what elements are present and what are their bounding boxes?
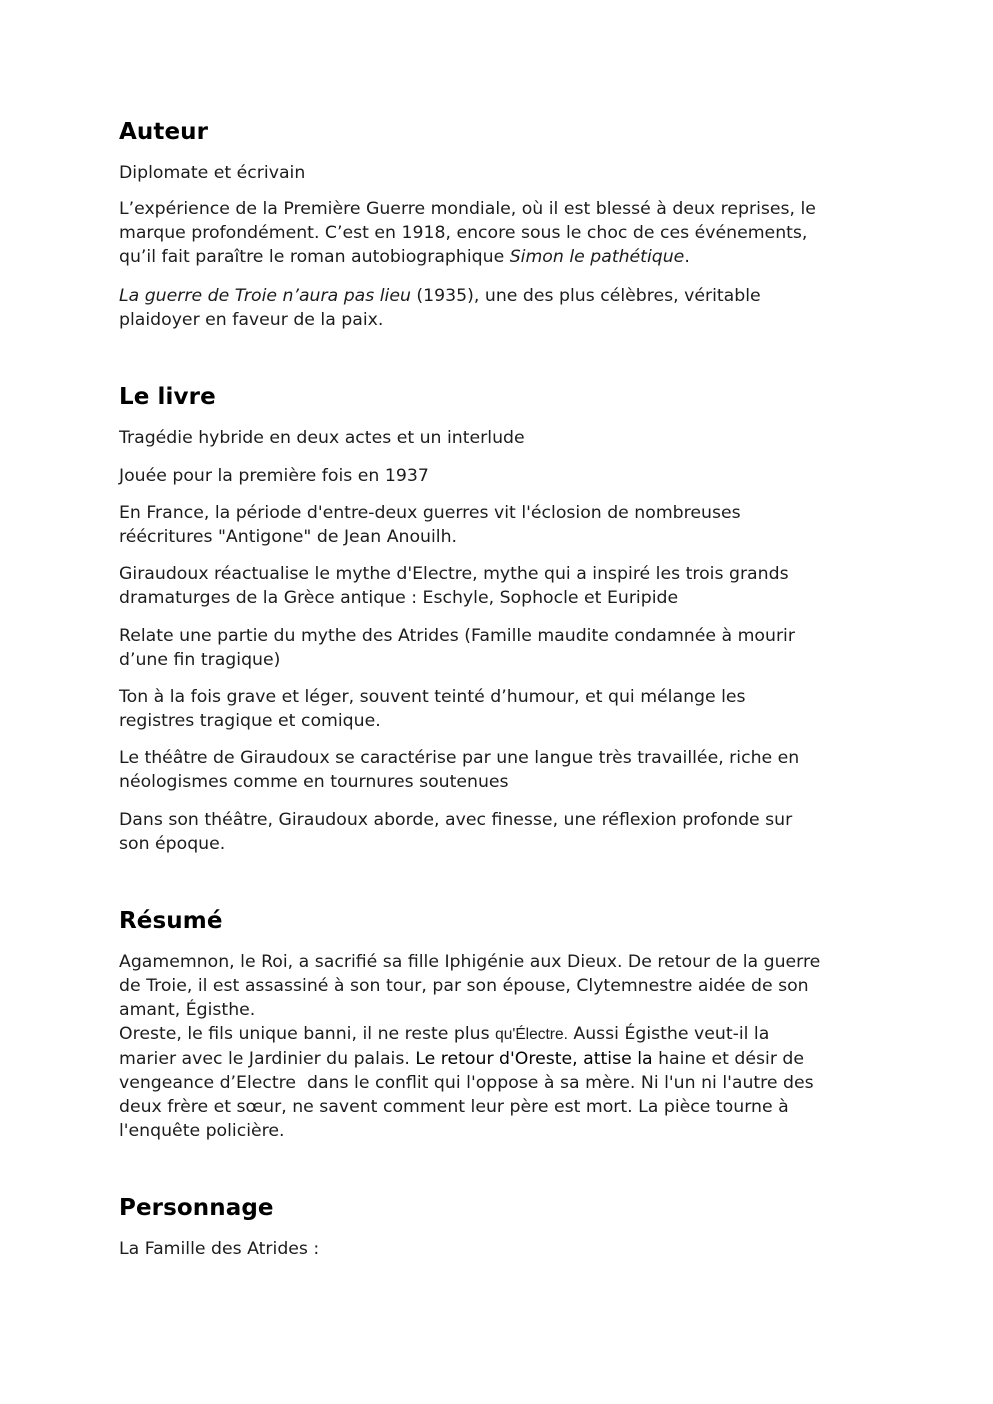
text-span: Oreste, le fils unique banni, il ne reste plus	[119, 1024, 496, 1044]
text-line: registres tragique et comique.	[119, 711, 381, 731]
livre-paragraph-7	[119, 746, 799, 794]
personnage-paragraph-1: La Famille des Atrides :	[119, 1239, 320, 1259]
auteur-paragraph-2	[119, 197, 816, 269]
text-span: (1935), une des plus célèbres, véritable	[410, 286, 761, 306]
heading-le-livre: Le livre	[119, 384, 216, 410]
text-span: qu’il fait paraître le roman autobiographique	[119, 247, 510, 267]
text-line: amant, Égisthe.	[119, 1000, 256, 1020]
text-line: deux frère et sœur, ne savent comment leur père est mort. La pièce tourne à	[119, 1097, 789, 1117]
text-line: vengeance d’Electre dans le conflit qui l'oppose à sa mère. Ni l'un ni l'autre des	[119, 1073, 814, 1093]
text-span: .	[684, 247, 690, 267]
text-line: l'enquête policière.	[119, 1121, 285, 1141]
text-line: marque profondément. C’est en 1918, encore sous le choc de ces événements,	[119, 223, 808, 243]
livre-paragraph-4	[119, 562, 789, 610]
heading-resume: Résumé	[119, 908, 223, 934]
heading-auteur: Auteur	[119, 119, 209, 145]
text-line: plaidoyer en faveur de la paix.	[119, 310, 384, 330]
book-title-simon: Simon le pathétique	[509, 247, 685, 267]
heading-personnage: Personnage	[119, 1195, 274, 1221]
text-line: néologismes comme en tournures soutenues	[119, 772, 509, 792]
livre-paragraph-2: Jouée pour la première fois en 1937	[119, 466, 429, 486]
text-line	[119, 245, 816, 269]
livre-paragraph-1: Tragédie hybride en deux actes et un interlude	[119, 428, 525, 448]
text-line: Agamemnon, le Roi, a sacrifié sa fille Iphigénie aux Dieux. De retour de la guerre	[119, 952, 821, 972]
text-line: de Troie, il est assassiné à son tour, par son épouse, Clytemnestre aidée de son	[119, 976, 809, 996]
text-line: son époque.	[119, 834, 226, 854]
text-span: Aussi Égisthe veut-il la	[567, 1024, 770, 1044]
text-line: En France, la période d'entre-deux guerres vit l'éclosion de nombreuses	[119, 503, 741, 523]
text-line: réécritures "Antigone" de Jean Anouilh.	[119, 527, 458, 547]
resume-paragraph	[119, 950, 820, 1143]
text-span: marier avec le Jardinier du palais.	[119, 1049, 416, 1069]
text-line: L’expérience de la Première Guerre mondiale, où il est blessé à deux reprises, le	[119, 199, 816, 219]
text-span-electre: qu'Électre.	[495, 1026, 568, 1043]
text-line: Giraudoux réactualise le mythe d'Electre, mythe qui a inspiré les trois grands	[119, 564, 789, 584]
auteur-paragraph-1: Diplomate et écrivain	[119, 163, 306, 183]
text-line: d’une fin tragique)	[119, 650, 281, 670]
text-line: dramaturges de la Grèce antique : Eschyle, Sophocle et Euripide	[119, 588, 679, 608]
livre-paragraph-3	[119, 501, 741, 549]
auteur-paragraph-3	[119, 284, 761, 332]
text-span-retour-oreste: Le retour d'Oreste, attise la	[415, 1049, 653, 1069]
livre-paragraph-6	[119, 685, 746, 733]
text-line: Relate une partie du mythe des Atrides (Famille maudite condamnée à mourir	[119, 626, 795, 646]
text-line	[119, 284, 761, 308]
livre-paragraph-8	[119, 808, 792, 856]
text-line: Ton à la fois grave et léger, souvent teinté d’humour, et qui mélange les	[119, 687, 746, 707]
text-line: Le théâtre de Giraudoux se caractérise par une langue très travaillée, riche en	[119, 748, 800, 768]
text-line	[119, 1022, 820, 1047]
livre-paragraph-5	[119, 624, 795, 672]
book-title-troie: La guerre de Troie n’aura pas lieu	[119, 286, 411, 306]
text-span: haine et désir de	[652, 1049, 805, 1069]
text-line: Dans son théâtre, Giraudoux aborde, avec finesse, une réflexion profonde sur	[119, 810, 793, 830]
text-line	[119, 1047, 820, 1071]
